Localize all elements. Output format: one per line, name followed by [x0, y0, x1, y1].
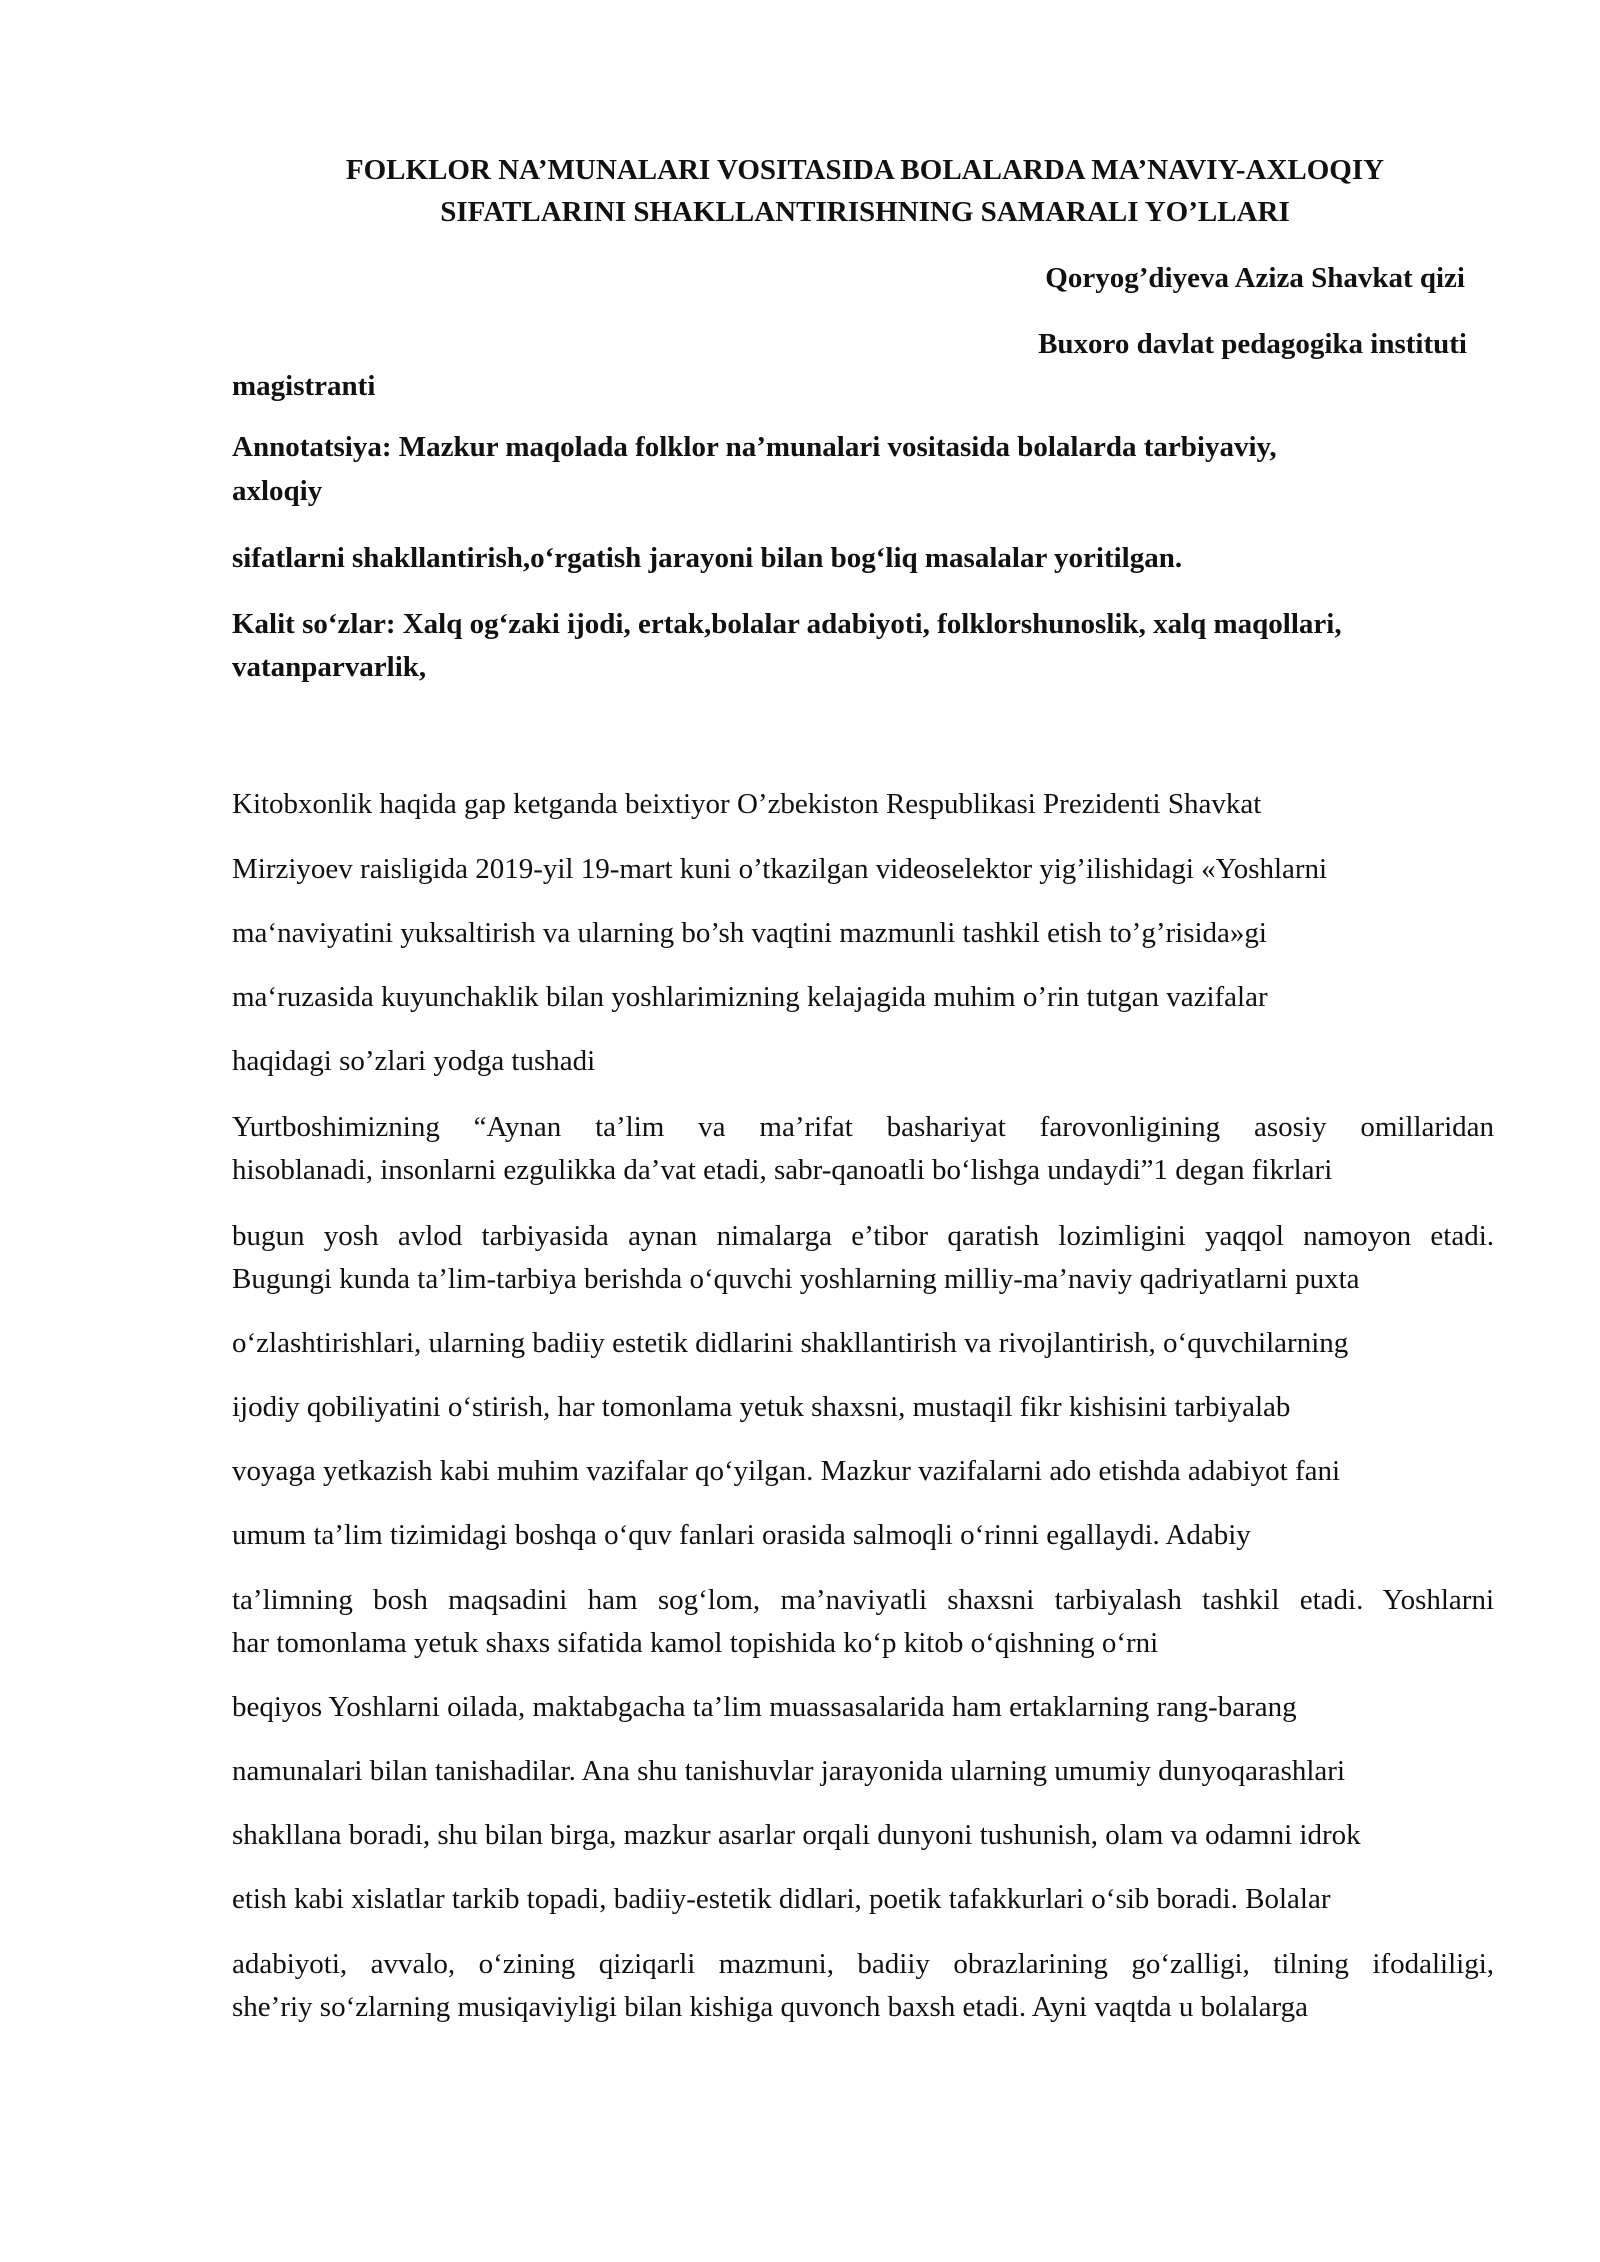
author-name: Qoryog’diyeva Aziza Shavkat qizi: [1045, 262, 1465, 294]
author-affiliation: Buxoro davlat pedagogika instituti: [1038, 328, 1467, 360]
body-line-13: umum ta’lim tizimidagi boshqa o‘quv fanlari orasida salmoqli o‘rinni egallaydi. Adabiy: [232, 1519, 1251, 1551]
body-line-12: voyaga yetkazish kabi muhim vazifalar qo‘yilgan. Mazkur vazifalarni ado etishda adabiyot fani: [232, 1455, 1341, 1487]
body-line-17: namunalari bilan tanishadilar. Ana shu tanishuvlar jarayonida ularning umumiy dunyoqarashlari: [232, 1755, 1346, 1787]
author-role: magistranti: [232, 370, 376, 402]
article-title-line-2: SIFATLARINI SHAKLLANTIRISHNING SAMARALI YO’LLARI: [440, 196, 1290, 228]
body-line-04: ma‘ruzasida kuyunchaklik bilan yoshlarimizning kelajagida muhim o’rin tutgan vazifalar: [232, 981, 1268, 1013]
keywords-line-2: vatanparvarlik,: [232, 651, 427, 683]
annotation-line-2: axloqiy: [232, 475, 323, 507]
annotation-line-1: Annotatsiya: Mazkur maqolada folklor na’munalari vositasida bolalarda tarbiyaviy,: [232, 431, 1277, 463]
body-line-16: beqiyos Yoshlarni oilada, maktabgacha ta’lim muassasalarida ham ertaklarning rang-barang: [232, 1691, 1297, 1723]
body-line-05: haqidagi so’zlari yodga tushadi: [232, 1045, 596, 1077]
body-line-11: ijodiy qobiliyatini o‘stirish, har tomonlama yetuk shaxsni, mustaqil fikr kishisini tarbiyalab: [232, 1391, 1291, 1423]
body-line-08: bugun yosh avlod tarbiyasida aynan nimalarga e’tibor qaratish lozimligini yaqqol namoyon etadi.: [232, 1220, 1494, 1252]
keywords-line-1: Kalit so‘zlar: Xalq og‘zaki ijodi, ertak,bolalar adabiyoti, folklorshunoslik, xalq maqollari,: [232, 608, 1342, 640]
body-line-21: she’riy so‘zlarning musiqaviyligi bilan kishiga quvonch baxsh etadi. Ayni vaqtda u bolalarga: [232, 1991, 1309, 2023]
body-line-15: har tomonlama yetuk shaxs sifatida kamol topishida ko‘p kitob o‘qishning o‘rni: [232, 1627, 1159, 1659]
body-line-06: Yurtboshimizning “Aynan ta’lim va ma’rifat bashariyat farovonligining asosiy omillaridan: [232, 1111, 1494, 1143]
article-title-line-1: FOLKLOR NA’MUNALARI VOSITASIDA BOLALARDA MA’NAVIY-AXLOQIY: [345, 154, 1385, 186]
body-line-01: Kitobxonlik haqida gap ketganda beixtiyor O’zbekiston Respublikasi Prezidenti Shavkat: [232, 788, 1262, 820]
body-line-03: ma‘naviyatini yuksaltirish va ularning bo’sh vaqtini mazmunli tashkil etish to’g’risida»gi: [232, 917, 1267, 949]
body-line-20: adabiyoti, avvalo, o‘zining qiziqarli mazmuni, badiiy obrazlarining go‘zalligi, tilning ifodaliligi,: [232, 1948, 1494, 1980]
body-line-19: etish kabi xislatlar tarkib topadi, badiiy-estetik didlari, poetik tafakkurlari o‘sib boradi. Bolalar: [232, 1883, 1331, 1915]
annotation-line-3: sifatlarni shakllantirish,o‘rgatish jarayoni bilan bog‘liq masalalar yoritilgan.: [232, 542, 1183, 574]
body-line-14: ta’limning bosh maqsadini ham sog‘lom, ma’naviyatli shaxsni tarbiyalash tashkil etadi. Yoshlarni: [232, 1584, 1494, 1616]
body-line-10: o‘zlashtirishlari, ularning badiiy estetik didlarini shakllantirish va rivojlantirish, o‘quvchilarning: [232, 1327, 1349, 1359]
body-line-02: Mirziyoev raisligida 2019-yil 19-mart kuni o’tkazilgan videoselektor yig’ilishidagi «Yoshlarni: [232, 853, 1328, 885]
body-line-18: shakllana boradi, shu bilan birga, mazkur asarlar orqali dunyoni tushunish, olam va odamni idrok: [232, 1819, 1361, 1851]
body-line-07: hisoblanadi, insonlarni ezgulikka da’vat etadi, sabr-qanoatli bo‘lishga undaydi”1 degan fikrlari: [232, 1154, 1333, 1186]
body-line-09: Bugungi kunda ta’lim-tarbiya berishda o‘quvchi yoshlarning milliy-ma’naviy qadriyatlarni puxta: [232, 1263, 1360, 1295]
